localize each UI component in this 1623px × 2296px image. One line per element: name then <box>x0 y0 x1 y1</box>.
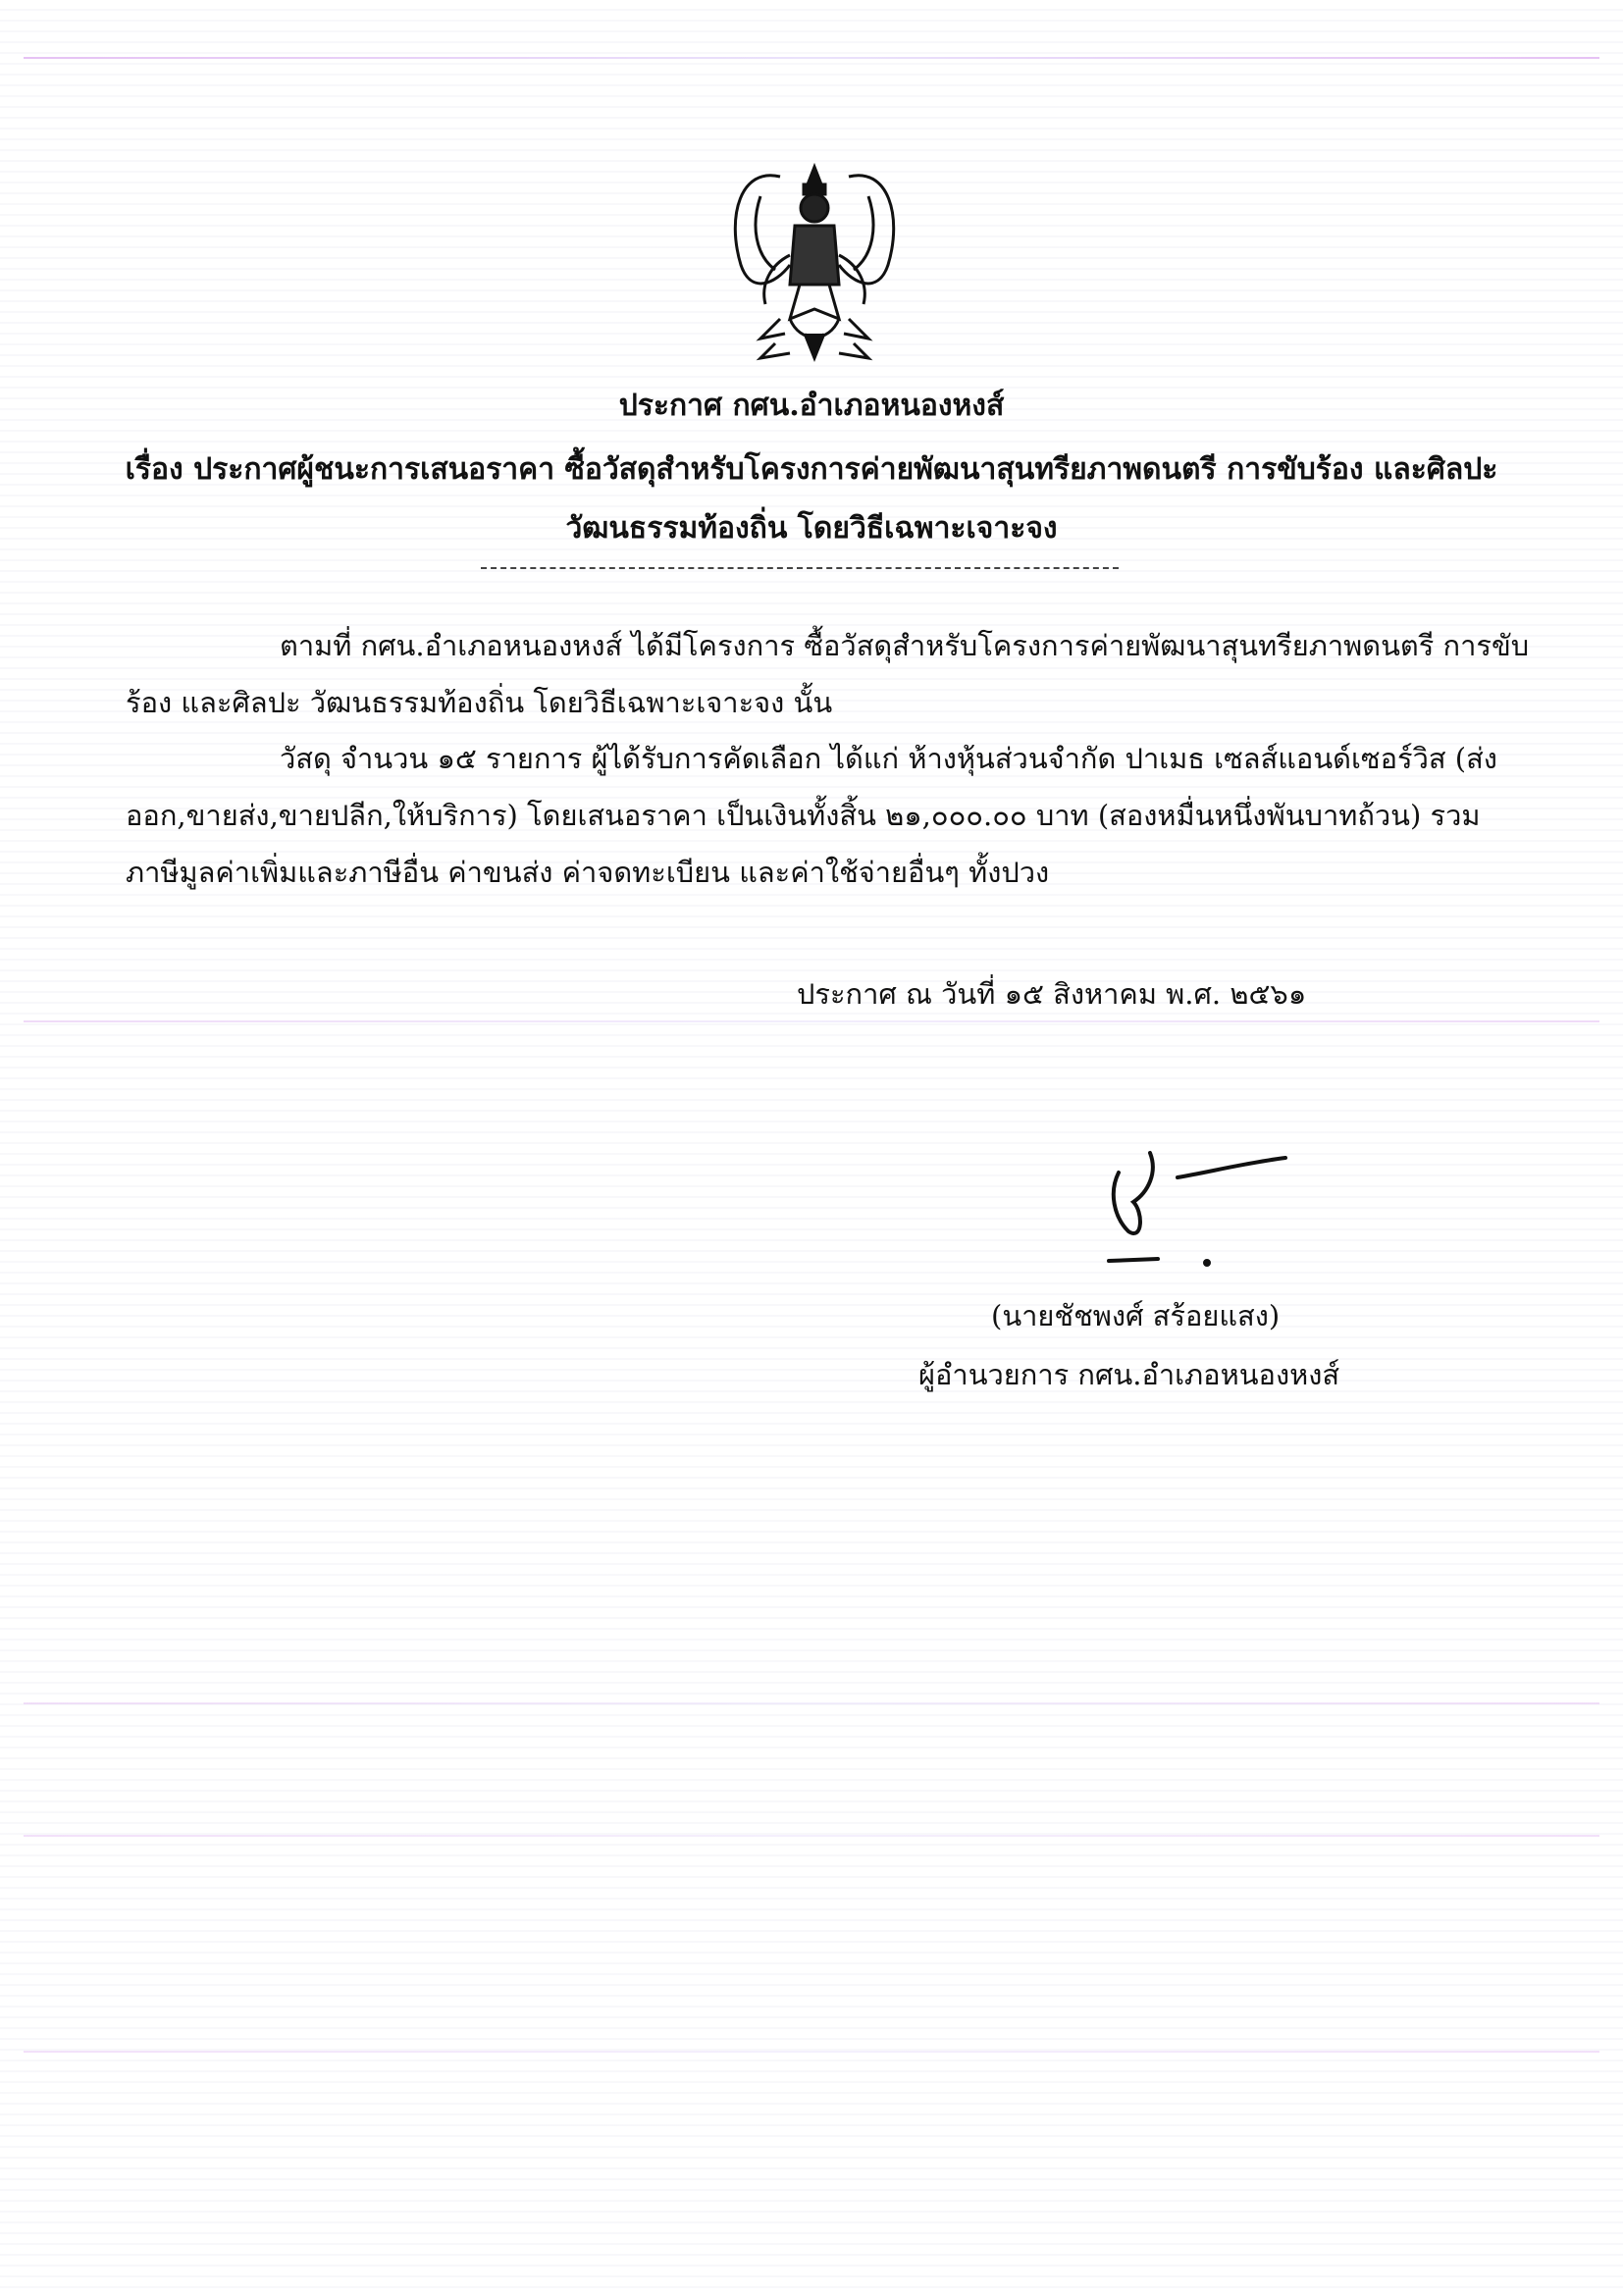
scan-artifact-line <box>24 1702 1599 1704</box>
subject-line-1: เรื่อง ประกาศผู้ชนะการเสนอราคา ซื้อวัสดุสำหรับโครงการค่ายพัฒนาสุนทรียภาพดนตรี การขับร้อง และศิลปะ <box>125 452 1498 487</box>
divider <box>481 567 1119 569</box>
paragraph-1-line-2: ร้อง และศิลปะ วัฒนธรรมท้องถิ่น โดยวิธีเฉพาะเจาะจง นั้น <box>126 686 833 719</box>
handwritten-signature <box>1089 1133 1315 1280</box>
subject-line-2: วัฒนธรรมท้องถิ่น โดยวิธีเฉพาะเจาะจง <box>565 511 1058 546</box>
announcement-title: ประกาศ กศน.อำเภอหนองหงส์ <box>618 389 1005 423</box>
signatory-position: ผู้อำนวยการ กศน.อำเภอหนองหงส์ <box>918 1358 1340 1391</box>
garuda-emblem-icon <box>721 147 908 373</box>
paragraph-1-line-1: ตามที่ กศน.อำเภอหนองหงส์ ได้มีโครงการ ซื้อวัสดุสำหรับโครงการค่ายพัฒนาสุนทรียภาพดนตรี การขับ <box>280 629 1530 662</box>
paragraph-2-line-2: ออก,ขายส่ง,ขายปลีก,ให้บริการ) โดยเสนอราคา เป็นเงินทั้งสิ้น ๒๑,๐๐๐.๐๐ บาท (สองหมื่นหนึ่งพันบาทถ้วน) รวม <box>126 799 1481 832</box>
scan-artifact-line <box>24 2051 1599 2053</box>
scan-artifact-line <box>24 57 1599 59</box>
announcement-date: ประกาศ ณ วันที่ ๑๕ สิงหาคม พ.ศ. ๒๕๖๑ <box>797 977 1307 1011</box>
scan-artifact-line <box>24 1835 1599 1837</box>
signatory-name: (นายชัชพงศ์ สร้อยแสง) <box>991 1299 1281 1332</box>
paragraph-2-line-3: ภาษีมูลค่าเพิ่มและภาษีอื่น ค่าขนส่ง ค่าจดทะเบียน และค่าใช้จ่ายอื่นๆ ทั้งปวง <box>126 856 1050 889</box>
scan-artifact-line <box>24 1020 1599 1022</box>
paragraph-2-line-1: วัสดุ จำนวน ๑๕ รายการ ผู้ได้รับการคัดเลือก ได้แก่ ห้างหุ้นส่วนจำกัด ปาเมธ เซลส์แอนด์เซอร์วิส (ส่ง <box>280 742 1497 775</box>
